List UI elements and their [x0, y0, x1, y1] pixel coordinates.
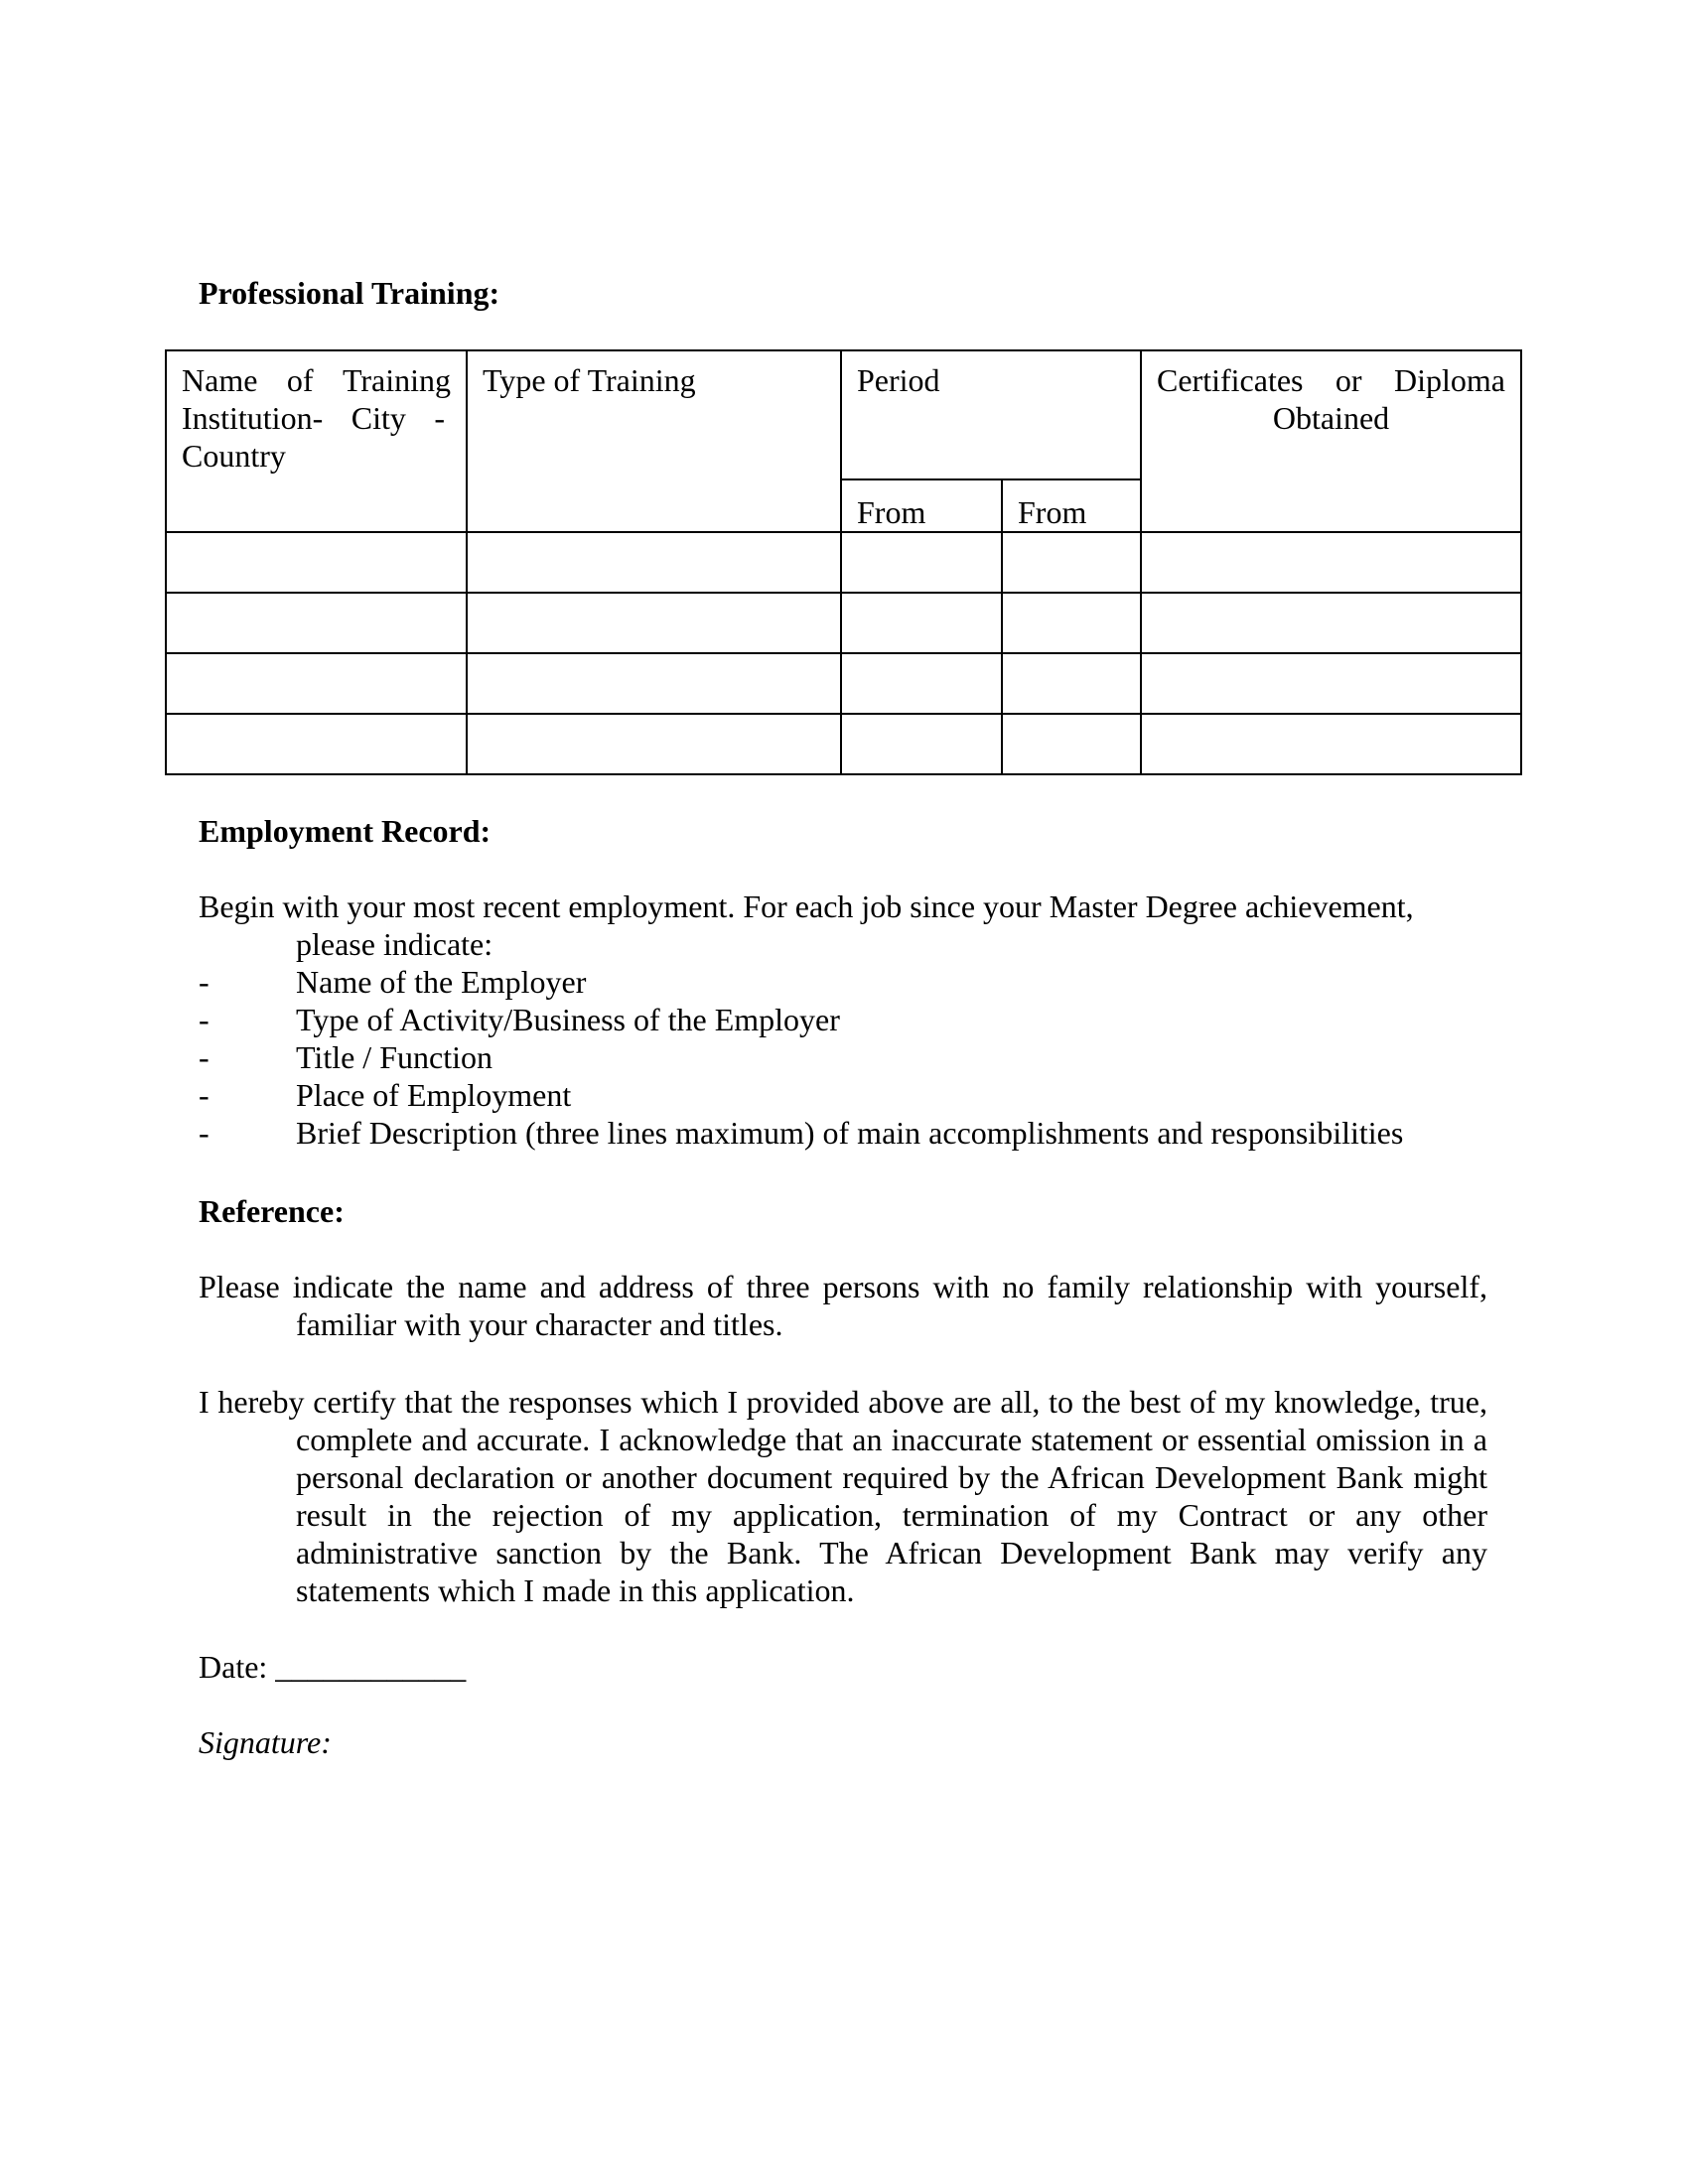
reference-heading: Reference:	[199, 1193, 345, 1229]
table-cell[interactable]	[467, 653, 841, 714]
training-heading: Professional Training:	[199, 275, 500, 311]
table-cell[interactable]	[1141, 714, 1521, 774]
header-period-to: From	[1002, 479, 1141, 532]
list-item: - Place of Employment	[199, 1077, 572, 1113]
header-period: Period	[841, 350, 1141, 479]
employment-heading: Employment Record:	[199, 813, 492, 849]
list-item: - Type of Activity/Business of the Employer	[199, 1002, 840, 1037]
reference-text-block	[199, 1268, 1487, 1343]
table-row	[166, 714, 1521, 774]
table-cell[interactable]	[1141, 653, 1521, 714]
table-cell[interactable]	[841, 532, 1002, 593]
table-cell[interactable]	[467, 593, 841, 653]
signature-field[interactable]: Signature:	[199, 1724, 332, 1760]
table-cell[interactable]	[1002, 532, 1141, 593]
table-cell[interactable]	[841, 653, 1002, 714]
table-cell[interactable]	[1002, 653, 1141, 714]
table-cell[interactable]	[1141, 593, 1521, 653]
table-cell[interactable]	[166, 532, 467, 593]
header-certificates: Certificates or Diploma Obtained	[1141, 350, 1521, 532]
table-cell[interactable]	[467, 714, 841, 774]
table-row	[166, 532, 1521, 593]
list-item: - Brief Description (three lines maximum) of main accomplishments and responsibilities	[199, 1115, 1404, 1151]
table-cell[interactable]	[166, 653, 467, 714]
certification-block	[199, 1383, 1487, 1609]
date-field[interactable]: Date: ____________	[199, 1649, 467, 1685]
employment-intro-line2: please indicate:	[296, 926, 493, 962]
table-cell[interactable]	[841, 593, 1002, 653]
header-type: Type of Training	[467, 350, 841, 532]
training-table	[165, 349, 1522, 775]
table-cell[interactable]	[1141, 532, 1521, 593]
certification-text: I hereby certify that the responses which I provided above are all, to the best of my knowledge, true, complete and accurate. I acknowledge that an inaccurate statement or essential omission in a personal declaration or another document required by the African Development Bank might result in the rejection of my application, termination of my Contract or any other administrative sanction by the Bank. The African Development Bank may verify any statements which I made in this application.	[199, 1384, 1487, 1608]
reference-text: Please indicate the name and address of three persons with no family relationship with yourself, familiar with your character and titles.	[199, 1269, 1487, 1342]
table-cell[interactable]	[841, 714, 1002, 774]
header-period-from: From	[841, 479, 1002, 532]
table-cell[interactable]	[1002, 714, 1141, 774]
employment-intro-line1: Begin with your most recent employment. For each job since your Master Degree achievement,	[199, 888, 1414, 924]
list-item: - Title / Function	[199, 1039, 492, 1075]
list-item: - Name of the Employer	[199, 964, 587, 1000]
table-row	[166, 653, 1521, 714]
employment-instructions	[199, 887, 1487, 1152]
table-row	[166, 593, 1521, 653]
table-cell[interactable]	[467, 532, 841, 593]
header-institution: Name of Training Institution- City - Country	[166, 350, 467, 532]
table-cell[interactable]	[166, 714, 467, 774]
employment-list	[199, 963, 1487, 1152]
table-cell[interactable]	[166, 593, 467, 653]
table-cell[interactable]	[1002, 593, 1141, 653]
